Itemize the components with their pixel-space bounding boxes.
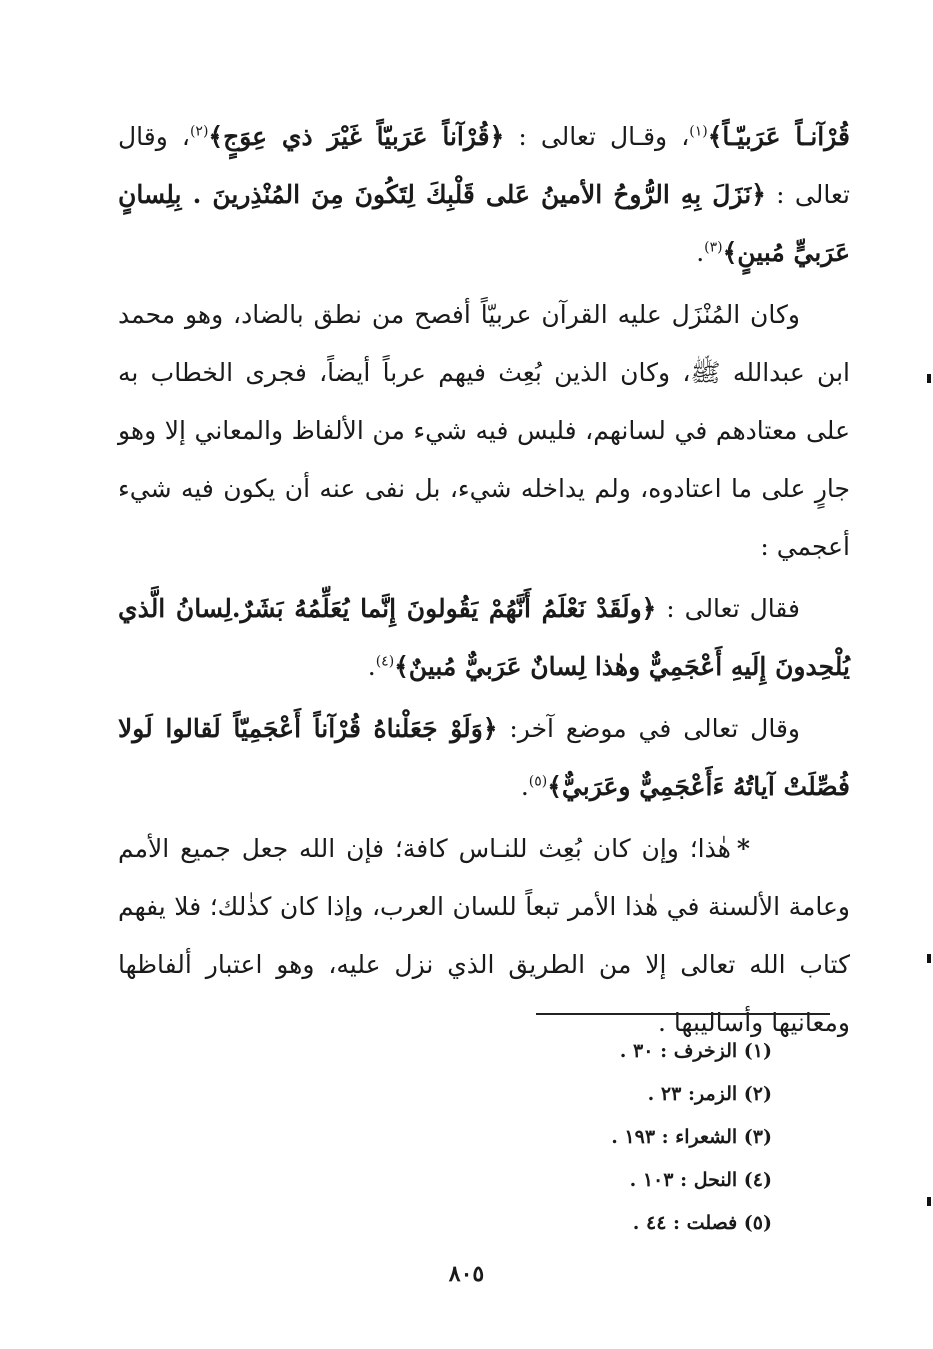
main-text bbox=[118, 108, 850, 1052]
footnote-item: (٣) الشعراء : ١٩٣ . bbox=[611, 1126, 772, 1148]
body-text: وقال تعالى في موضع آخر: bbox=[497, 714, 800, 743]
paragraph-p4 bbox=[118, 700, 850, 816]
quran-verse: ﴿قُرْآناً عَرَبيّاً غَيْرَ ذي عِوَجٍ﴾ bbox=[208, 122, 505, 151]
margin-mark bbox=[927, 374, 931, 383]
margin-mark bbox=[927, 1197, 931, 1206]
page-number: ٨٠٥ bbox=[448, 1261, 485, 1287]
body-text: . bbox=[696, 238, 705, 267]
footnote-ref: (٥) bbox=[528, 773, 548, 790]
body-text: . bbox=[520, 772, 529, 801]
footnote-ref: (٤) bbox=[375, 653, 395, 670]
quran-verse: ﴿نَزَلَ بِهِ الرُّوحُ الأمينُ عَلى قَلْبِكَ لِتَكُونَ مِنَ المُنْذِرينَ . بِلِسانٍ عَرَبيٍّ مُبينٍ﴾ bbox=[118, 180, 850, 267]
paragraph-p1 bbox=[118, 108, 850, 282]
quran-verse: قُرْآنـاً عَرَبيّـاً﴾ bbox=[707, 122, 850, 151]
footnote-separator bbox=[536, 1013, 830, 1015]
paragraph-p3 bbox=[118, 580, 850, 696]
footnote-item: (١) الزخرف : ٣٠ . bbox=[619, 1040, 772, 1062]
footnote-item: (٤) النحل : ١٠٣ . bbox=[629, 1169, 772, 1191]
body-text: فقال تعالى : bbox=[656, 594, 800, 623]
paragraph-p5 bbox=[118, 820, 850, 1052]
asterisk-icon: * bbox=[736, 834, 750, 863]
body-text: هٰذا؛ وإن كان بُعِث للنـاس كافة؛ فإن الله جعل جميع الأمم وعامة الألسنة في هٰذا الأمر تبعاً للسان العرب، وإذا كان كذٰلك؛ فلا يفهم كتاب الله تعالى إلا من الطريق الذي نزل عليه، وهو اعتبار ألفاظها ومعانيها وأساليبها . bbox=[118, 834, 850, 1037]
quran-verse: ﴿ولَقَدْ نَعْلَمُ أَنَّهُمْ يَقُولونَ إِنَّما يُعَلِّمُهُ بَشَرٌ.لِسانُ الَّذي يُلْحِدونَ إِلَيهِ أَعْجَمِيٌّ وهٰذا لِسانٌ عَرَبيٌّ مُبينٌ﴾ bbox=[118, 594, 850, 681]
paragraph-p2 bbox=[118, 286, 850, 576]
footnote-ref: (١) bbox=[689, 123, 708, 140]
footnote-ref: (٢) bbox=[189, 123, 209, 140]
body-text: ، وقال تعالى : bbox=[118, 122, 850, 209]
footnotes-list bbox=[420, 1030, 772, 1245]
margin-mark bbox=[927, 954, 931, 963]
footnote-item: (٥) فصلت : ٤٤ . bbox=[632, 1212, 772, 1234]
body-text: . bbox=[367, 652, 376, 681]
quran-verse: ﴿وَلَوْ جَعَلْناهُ قُرْآناً أَعْجَمِيّاً لَقالوا لَولا فُصِّلَتْ آياتُهُ ءَأَعْجَمِيٌّ وعَرَبيٌّ﴾ bbox=[118, 714, 850, 801]
body-text: ، وقـال تعالى : bbox=[504, 122, 690, 151]
body-text: وكان المُنْزَل عليه القرآن عربيّاً أفصح من نطق بالضاد، وهو محمد ابن عبدالله ﷺ، وكان الذين بُعِث فيهم عرباً أيضاً، فجرى الخطاب به على معتادهم في لسانهم، فليس فيه شيء من الألفاظ والمعاني إلا وهو جارٍ على ما اعتادوه، ولم يداخله شيء، بل نفى عنه أن يكون فيه شيء أعجمي : bbox=[118, 300, 850, 561]
footnote-item: (٢) الزمر: ٢٣ . bbox=[647, 1083, 772, 1105]
footnote-ref: (٣) bbox=[704, 239, 723, 256]
